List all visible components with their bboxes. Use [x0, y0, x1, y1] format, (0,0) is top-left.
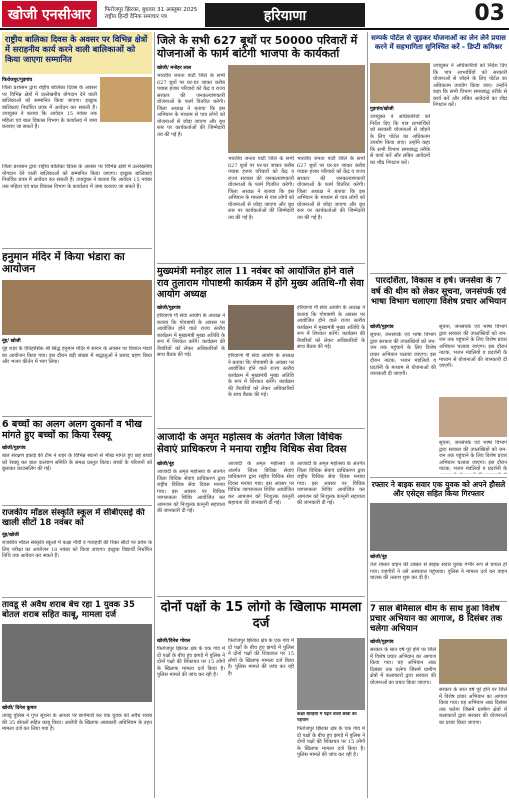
dc-photo: [370, 63, 430, 103]
student-caption: कक्षा बारहवीं में पढ़ने वाली छात्रा की पहचान: [297, 712, 357, 723]
children-byline: खोजी/गुड़गांव: [2, 446, 26, 451]
main-headline: जिले के सभी 627 बूथों पर 50000 परिवारों में योजनाओं के फार्म बांटेगी भाजपा के कार्यकर्ता: [157, 34, 358, 60]
program-photo: [439, 639, 507, 684]
bottom-body: सरकार के सात वर्ष पूरे होने पर जिले में विशेष प्रचार अभियान का आगाज किया गया। यह अभियान आठ दिसंबर तक चलेगा जिसमें ग्रामीण क्षेत्रों में कलाकारों द्वारा सरकार की योजनाओं का प्रचार किया जाएगा।: [370, 647, 436, 686]
mandir-headline: हनुमान मंदिर में किया भंडारा का आयोजन: [2, 251, 125, 275]
divider: [2, 505, 152, 506]
case-story: [157, 638, 225, 798]
campaign-photo: [439, 397, 507, 437]
tagline-text: राष्ट्रीय हिन्दी दैनिक समाचार पत्र: [104, 14, 167, 20]
campaign-byline: खोजी/गुड़गांव: [370, 325, 394, 330]
school-body: राजकीय मॉडल संस्कृति स्कूलों में कक्षा नौवीं व ग्यारहवीं की रिक्त सीटों पर प्रवेश के लिए परीक्षा का आयोजन 18 नवंबर को किया जाएगा। इच्छुक विद्यार्थी निर्धारित तिथि तक आवेदन कर सकते हैं।: [2, 540, 152, 559]
school-byline: नूंह/खोजी: [2, 533, 19, 538]
portal-body: उपायुक्त ने अधिकारियों को निर्देश दिए कि पात्र लाभार्थियों को सरकारी योजनाओं से जोड़ने के लिए पोर्टल का अधिकतम उपयोग किया जाए। उन्होंने कहा कि सभी विभाग समयबद्ध तरीके से कार्य करें और लंबित आवेदनों का शीघ्र निपटान करें।: [370, 114, 430, 166]
student-photo: [297, 638, 365, 710]
cm-byline: खोजी/गुड़गांव: [157, 306, 181, 311]
campaign-body-col2: सूचना, जनसंपर्क एवं भाषा विभाग द्वारा सरकार की उपलब्धियों को जन-जन तक पहुंचाने के लिए विशेष प्रचार अभियान चलाया जाएगा। इस दौरान नाटक, भजन मंडलियों व प्रदर्शनी के माध्यम से योजनाओं की जानकारी दी जाएगी।: [439, 324, 507, 369]
school-headline: राजकीय मॉडल संस्कृति स्कूल में सीबीएसई की खाली सीटों 18 नवंबर को: [2, 508, 145, 528]
newspaper-logo: खोजी एनसीआर: [2, 1, 97, 27]
divider: [157, 596, 365, 597]
bottom-headline: 7 साल बेमिसाल थीम के साथ हुआ विशेष प्रचार अभियान का आगाज, 8 दिसंबर तक चलेगा अभियान: [370, 604, 503, 634]
top-headline: राष्ट्रीय बालिका दिवस के अवसर पर विभिन्न क्षेत्रों में सराहनीय कार्य करने वाली बालिकाओं को किया जाएगा सम्मानित: [5, 34, 148, 64]
girl-photo: [100, 77, 152, 122]
case-headline: दोनों पक्षों के 15 लोगो के खिलाफ मामला दर्ज: [160, 600, 362, 631]
main-body-col2: भारतीय जनता पार्टी जिले के सभी 627 बूथों पर घर-घर जाकर करीब पचास हजार परिवारों को केंद्र व राज्य सरकार की जनकल्याणकारी योजनाओं के फार्म वितरित करेगी। जिला अध्यक्ष ने बताया कि इस अभियान के माध्यम से पात्र लोगों को योजनाओं से जोड़ा जाएगा और बूथ स्तर पर कार्यकर्ताओं की जिम्मेदारी तय की गई है।: [228, 156, 294, 221]
crash-photo: [370, 503, 507, 551]
liquor-body: तावडू पुलिस ने गुप्त सूचना के आधार पर छापेमारी कर एक युवक को अवैध शराब की 35 बोतलों सहित काबू किया। आरोपी के खिलाफ आबकारी अधिनियम के तहत मामला दर्ज कर लिया गया है।: [2, 713, 152, 732]
case-body-col2: फिरोजपुर झिरका क्षेत्र के एक गांव में दो पक्षों के बीच हुए झगड़े में पुलिस ने दोनों पक्षों की शिकायत पर 15 लोगों के खिलाफ मामला दर्ज किया है। पुलिस मामले की जांच कर रही है।: [228, 638, 294, 677]
bottom-story: [370, 639, 436, 797]
main-body: भारतीय जनता पार्टी जिले के सभी 627 बूथों पर घर-घर जाकर करीब पचास हजार परिवारों को केंद्र व राज्य सरकार की जनकल्याणकारी योजनाओं के फार्म वितरित करेगी। जिला अध्यक्ष ने बताया कि इस अभियान के माध्यम से पात्र लोगों को योजनाओं से जोड़ा जाएगा और बूथ स्तर पर कार्यकर्ताओं की जिम्मेदारी तय की गई है।: [157, 73, 225, 138]
case-body: फिरोजपुर झिरका क्षेत्र के एक गांव में दो पक्षों के बीच हुए झगड़े में पुलिस ने दोनों पक्षों की शिकायत पर 15 लोगों के खिलाफ मामला दर्ज किया है। पुलिस मामले की जांच कर रही है।: [157, 646, 225, 678]
crash-headline: रफ्तार ने बाइक सवार एक युवक को अपने हौसले और एसेट्स सहित किया गिरफ्तार: [371, 480, 506, 498]
campaign-body: सूचना, जनसंपर्क एवं भाषा विभाग द्वारा सरकार की उपलब्धियों को जन-जन तक पहुंचाने के लिए विशेष प्रचार अभियान चलाया जाएगा। इस दौरान नाटक, भजन मंडलियों व प्रदर्शनी के माध्यम से योजनाओं की जानकारी दी जाएगी।: [370, 332, 436, 377]
column-divider: [154, 32, 155, 798]
legal-body-col3: आजादी के अमृत महोत्सव के अंतर्गत जिला विधिक सेवाएं प्राधिकरण द्वारा राष्ट्रीय विधिक सेवा दिवस मनाया गया। इस अवसर पर विधिक जागरूकता शिविर आयोजित कर आमजन को निःशुल्क कानूनी सहायता की जानकारी दी गई।: [297, 461, 365, 506]
liquor-byline: खोजी/ दिनेश कुमार: [2, 706, 37, 711]
page-number: 03: [474, 1, 505, 26]
campaign-body-col3: सूचना, जनसंपर्क एवं भाषा विभाग द्वारा सरकार की उपलब्धियों को जन-जन तक पहुंचाने के लिए विशेष प्रचार अभियान चलाया जाएगा। इस दौरान नाटक, भजन मंडलियों व प्रदर्शनी के: [439, 440, 507, 472]
liquor-photo: [2, 624, 152, 702]
top-byline: फिरोजपुर/गुड़गांव: [2, 78, 33, 83]
divider: [370, 273, 507, 274]
legal-body-col2: आजादी के अमृत महोत्सव के अंतर्गत जिला विधिक सेवाएं प्राधिकरण द्वारा राष्ट्रीय विधिक सेवा दिवस मनाया गया। इस अवसर पर विधिक जागरूकता शिविर आयोजित कर आमजन को निःशुल्क कानूनी सहायता की जानकारी दी गई।: [228, 461, 294, 506]
campaign-headline: पारदर्शिता, विकास व हर्ष। जनसेवा के 7 वर्ष की थीम को लेकर सूचना, जनसंपर्क एवं भाषा विभाग चलाएगा विशेष प्रचार अभियान: [370, 276, 507, 307]
legal-byline: खोजी/नूंह: [157, 462, 174, 467]
cm-body-col2: हरियाणा गौ सेवा आयोग के अध्यक्ष ने बताया कि गोपाष्टमी के अवसर पर आयोजित होने वाले राज्य स्तरीय कार्यक्रम में मुख्यमंत्री मुख्य अतिथि के रूप में शिरकत करेंगे। कार्यक्रम की तैयारियों को लेकर अधिकारियों के साथ बैठक की गई।: [228, 353, 294, 398]
divider: [2, 597, 152, 598]
divider: [2, 416, 152, 417]
children-story: [2, 445, 152, 503]
crash-body: तेज रफ्तार वाहन की टक्कर से बाइक सवार युवक गंभीर रूप से घायल हो गया। राहगीरों ने उसे अस्पताल पहुंचाया। पुलिस ने मामला दर्ज कर वाहन चालक की तलाश शुरू कर दी है।: [370, 562, 507, 581]
portal-headline: सम्पर्क पोर्टल से जुड़कर योजनाओं का लेन लेने प्रयास करने में सहभागिता सुनिश्चित करें - डिप्टी कमिश्नर: [371, 34, 506, 51]
meeting-photo: [228, 65, 365, 153]
bottom-byline: खोजी/गुड़गांव: [370, 640, 394, 645]
cm-photo: [228, 305, 294, 350]
campaign-story: [370, 324, 436, 474]
case-byline: खोजी/दिनेश गोयल: [157, 639, 191, 644]
cm-body-col3: हरियाणा गौ सेवा आयोग के अध्यक्ष ने बताया कि गोपाष्टमी के अवसर पर आयोजित होने वाले राज्य स्तरीय कार्यक्रम में मुख्यमंत्री मुख्य अतिथि के रूप में शिरकत करेंगे। कार्यक्रम की तैयारियों को लेकर अधिकारियों के साथ बैठक की गई।: [297, 305, 365, 350]
crash-story: [370, 554, 507, 599]
portal-story: [370, 106, 430, 271]
masthead: [0, 0, 509, 30]
top-story-body: [2, 77, 97, 162]
portal-byline: गुड़गांव/खोजी: [370, 107, 394, 112]
top-story-box: [2, 32, 152, 74]
mandir-byline: नूंह/ खोजी: [2, 339, 21, 344]
mandir-photo: [2, 280, 152, 335]
right-column: [370, 32, 507, 800]
cm-body: हरियाणा गौ सेवा आयोग के अध्यक्ष ने बताया कि गोपाष्टमी के अवसर पर आयोजित होने वाले राज्य स्तरीय कार्यक्रम में मुख्यमंत्री मुख्य अतिथि के रूप में शिरकत करेंगे। कार्यक्रम की तैयारियों को लेकर अधिकारियों के साथ बैठक की गई।: [157, 313, 225, 358]
legal-story: [157, 461, 225, 593]
divider: [157, 263, 365, 264]
divider: [157, 428, 365, 429]
legal-body: आजादी के अमृत महोत्सव के अंतर्गत जिला विधिक सेवाएं प्राधिकरण द्वारा राष्ट्रीय विधिक सेवा दिवस मनाया गया। इस अवसर पर विधिक जागरूकता शिविर आयोजित कर आमजन को निःशुल्क कानूनी सहायता की जानकारी दी गई।: [157, 469, 225, 514]
section-title: हरियाणा: [205, 3, 365, 27]
bottom-body-col2: सरकार के सात वर्ष पूरे होने पर जिले में विशेष प्रचार अभियान का आगाज किया गया। यह अभियान आठ दिसंबर तक चलेगा जिसमें ग्रामीण क्षेत्रों में कलाकारों द्वारा सरकार की योजनाओं का प्रचार किया जाएगा।: [439, 687, 507, 726]
cm-story: [157, 305, 225, 425]
main-body-col3: भारतीय जनता पार्टी जिले के सभी 627 बूथों पर घर-घर जाकर करीब पचास हजार परिवारों को केंद्र व राज्य सरकार की जनकल्याणकारी योजनाओं के फार्म वितरित करेगी। जिला अध्यक्ष ने बताया कि इस अभियान के माध्यम से पात्र लोगों को योजनाओं से जोड़ा जाएगा और बूथ स्तर पर कार्यकर्ताओं की जिम्मेदारी तय की गई है।: [297, 156, 365, 221]
school-story: [2, 532, 152, 594]
children-headline: 6 बच्चों का अलग अलग दुकानों व भीख मांगते हुए बच्चों का किया रेस्क्यू: [2, 419, 142, 441]
divider: [2, 248, 152, 249]
top-body-cont: जिला प्रशासन द्वारा राष्ट्रीय बालिका दिवस के अवसर पर विभिन्न क्षेत्रों में उल्लेखनीय योगदान देने वाली बालिकाओं को सम्मानित किया जाएगा। इच्छुक बालिकाएं निर्धारित प्रपत्र में आवेदन कर सकती हैं। उपायुक्त ने बताया कि आवेदन 15 नवंबर तक महिला एवं बाल विकास विभाग के कार्यालय में जमा करवाए जा सकते हैं।: [2, 164, 152, 190]
mandir-story: [2, 338, 152, 413]
divider: [370, 601, 507, 602]
portal-body-col2: उपायुक्त ने अधिकारियों को निर्देश दिए कि पात्र लाभार्थियों को सरकारी योजनाओं से जोड़ने के लिए पोर्टल का अधिकतम उपयोग किया जाए। उन्होंने कहा कि सभी विभाग समयबद्ध तरीके से कार्य करें और लंबित आवेदनों का शीघ्र निपटान करें।: [433, 63, 507, 108]
crash-byline: खोजी/नूंह: [370, 555, 387, 560]
date-text: फिरोजपुर झिरका, बुधवार 31 अक्तूबर 2025: [104, 7, 198, 13]
case-body-col3: फिरोजपुर झिरका क्षेत्र के एक गांव में दो पक्षों के बीच हुए झगड़े में पुलिस ने दोनों पक्षों की शिकायत पर 15 लोगों के खिलाफ मामला दर्ज किया है। पुलिस मामले की जांच कर रही है।: [297, 726, 365, 758]
left-column: [2, 32, 152, 800]
divider: [370, 477, 507, 478]
mandir-body: नूंह शहर के ऐतिहासिक श्री सिद्ध हनुमान मंदिर में सावन के अवसर पर विशाल भंडारे का आयोजन किया गया। इस दौरान बड़ी संख्या में श्रद्धालुओं ने प्रसाद ग्रहण किया और भजन कीर्तन में भाग लिया।: [2, 346, 152, 365]
dateline: [105, 7, 220, 21]
cm-headline: मुख्यमंत्री मनोहर लाल 11 नवंबर को आयोजित होने वाले राव तुलाराम गोपाष्टमी कार्यक्रम में होंगे मुख्य अतिथि-गौ सेवा आयोग अध्यक्ष: [157, 266, 364, 300]
children-body: बाल संरक्षण इकाई की टीम ने शहर के विभिन्न स्थानों से भीख मांगते हुए छह बच्चों को रेस्क्यू कर बाल कल्याण समिति के समक्ष प्रस्तुत किया। बच्चों के परिजनों को बुलाकर काउंसलिंग की गई।: [2, 453, 152, 472]
liquor-headline: तावडू से अवैध शराब बेच रहा 1 युवक 35 बोतल शराब सहित काबू, मामला दर्ज: [2, 600, 135, 620]
legal-headline: आजादी के अमृत महोत्सव के अंतर्गत जिला विधिक सेवाएं प्राधिकरण ने मनाया राष्ट्रीय विधिक सेवा दिवस: [157, 432, 347, 455]
main-story: [157, 65, 225, 260]
center-column: [157, 32, 365, 800]
top-body: जिला प्रशासन द्वारा राष्ट्रीय बालिका दिवस के अवसर पर विभिन्न क्षेत्रों में उल्लेखनीय योगदान देने वाली बालिकाओं को सम्मानित किया जाएगा। इच्छुक बालिकाएं निर्धारित प्रपत्र में आवेदन कर सकती हैं। उपायुक्त ने बताया कि आवेदन 15 नवंबर तक महिला एवं बाल विकास विभाग के कार्यालय में जमा करवाए जा सकते हैं।: [2, 85, 97, 130]
column-divider: [367, 32, 368, 798]
main-byline: खोजी/ मनोहर लाल: [157, 66, 192, 71]
liquor-story: [2, 705, 152, 795]
